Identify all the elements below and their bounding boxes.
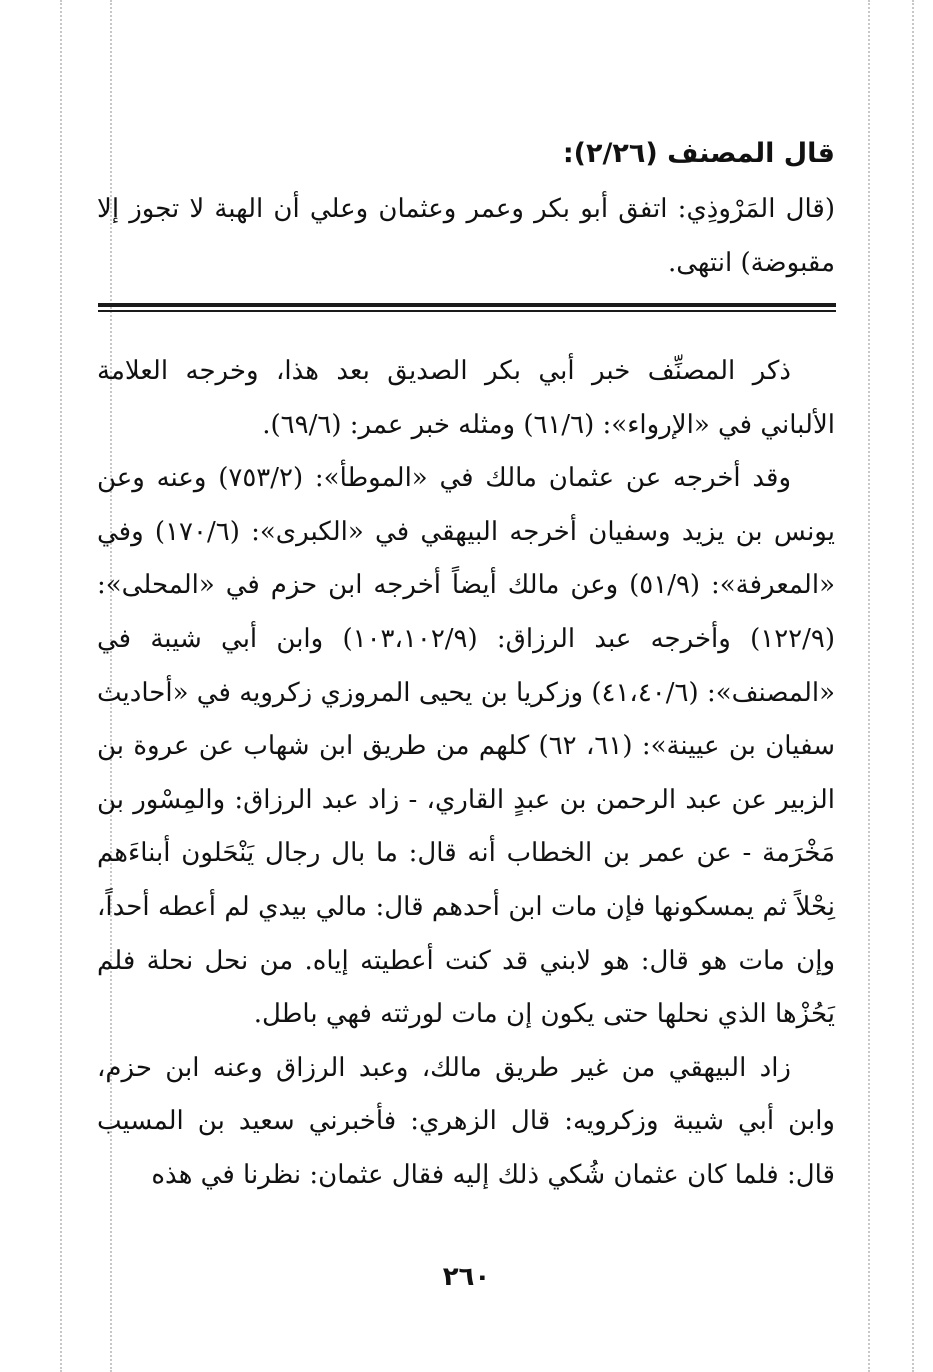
scan-margin-dots <box>912 0 914 1372</box>
paragraph: ذكر المصنِّف خبر أبي بكر الصديق بعد هذا، وخرجه العلامة الألباني في «الإرواء»: (٦١/٦) ومثله خبر عمر: (٦٩/٦). <box>97 356 835 440</box>
quote-text: (قال المَرْوذِي: اتفق أبو بكر وعمر وعثمان وعلي أن الهبة لا تجوز إلا مقبوضة) انتهى. <box>97 194 835 278</box>
divider-thin-line <box>98 310 836 312</box>
page-number: ٢٦٠ <box>442 1262 491 1292</box>
divider-thick-line <box>98 303 836 307</box>
paragraph: وقد أخرجه عن عثمان مالك في «الموطأ»: (٧٥٣/٢) وعنه وعن يونس بن يزيد وسفيان أخرجه البيهقي في «الكبرى»: (١٧٠/٦) وفي «المعرفة»: (٥١/٩) وعن مالك أيضاً أخرجه ابن حزم في «المحلى»: (١٢٢/٩) وأخرجه عبد الرزاق: (١٠٣،١٠٢/٩) وابن أبي شيبة في «المصنف»: (٤١،٤٠/٦) وزكريا بن يحيى المروزي زكرويه في «أحاديث سفيان بن عيينة»: (٦١، ٦٢) كلهم من طريق ابن شهاب عن عروة بن الزبير عن عبد الرحمن بن عبدٍ القاري، - زاد عبد الرزاق: والمِسْور بن مَخْرَمة - عن عمر بن الخطاب أنه قال: ما بال رجال يَنْحَلون أبناءَهم نِحْلاً ثم يمسكونها فإن مات ابن أحدهم قال: مالي بيدي لم أعطه أحداً، وإن مات هو قال: هو لابني قد كنت أعطيته إياه. من نحل نحلة فلم يَحُزْها الذي نحلها حتى يكون إن مات لورثته فهي باطل. <box>97 463 836 1030</box>
scan-margin-dots <box>868 0 870 1372</box>
section-heading: قال المصنف (٢/٢٦): <box>562 138 835 169</box>
quoted-statement <box>97 182 835 290</box>
commentary-body <box>97 345 835 1203</box>
scan-margin-dots <box>60 0 62 1372</box>
paragraph: زاد البيهقي من غير طريق مالك، وعبد الرزاق وعنه ابن حزم، وابن أبي شيبة وزكرويه: قال الزهري: فأخبرني سعيد بن المسيب قال: فلما كان عثمان شُكي ذلك إليه فقال عثمان: نظرنا في هذه <box>97 1052 835 1190</box>
section-divider <box>98 303 836 313</box>
